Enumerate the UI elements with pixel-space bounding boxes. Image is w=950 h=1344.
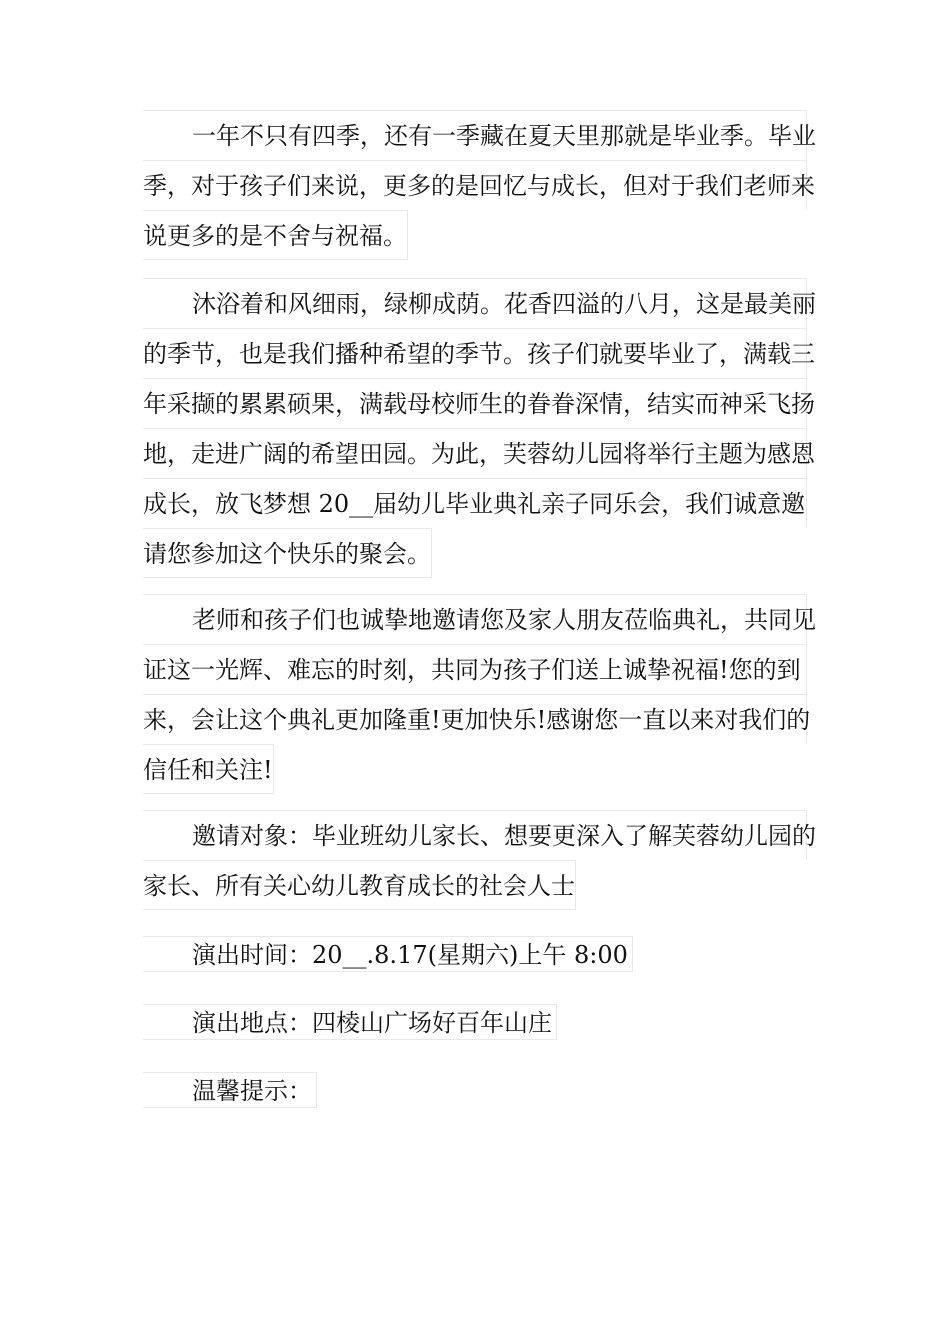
paragraph-invitees: [143, 810, 816, 910]
paragraph-intro: [143, 110, 816, 260]
text-line: 家长、所有关心幼儿教育成长的社会人士: [143, 860, 576, 910]
warm-tips-heading: 温馨提示：: [143, 1072, 317, 1108]
text-line: 请您参加这个快乐的聚会。: [143, 528, 432, 578]
text-line: 地，走进广阔的希望田园。为此，芙蓉幼儿园将举行主题为感恩: [143, 428, 807, 478]
text-line: 一年不只有四季，还有一季藏在夏天里那就是毕业季。毕业: [143, 110, 807, 160]
performance-place: 演出地点：四棱山广场好百年山庄: [143, 1004, 557, 1040]
paragraph-invitation: [143, 594, 816, 794]
text-line: 季，对于孩子们来说，更多的是回忆与成长，但对于我们老师来: [143, 160, 807, 210]
text-line: 的季节，也是我们播种希望的季节。孩子们就要毕业了，满载三: [143, 328, 807, 378]
paragraph-season: [143, 278, 816, 578]
text-line: 信任和关注!: [143, 744, 274, 794]
text-line: 证这一光辉、难忘的时刻，共同为孩子们送上诚挚祝福!您的到: [143, 644, 807, 694]
text-line: 成长，放飞梦想 20__届幼儿毕业典礼亲子同乐会，我们诚意邀: [143, 478, 807, 528]
text-line: 来，会让这个典礼更加隆重!更加快乐!感谢您一直以来对我们的: [143, 694, 807, 744]
text-line: 年采撷的累累硕果，满载母校师生的眷眷深情，结实而神采飞扬: [143, 378, 807, 428]
text-line: 沐浴着和风细雨，绿柳成荫。花香四溢的八月，这是最美丽: [143, 278, 807, 328]
text-line: 老师和孩子们也诚挚地邀请您及家人朋友莅临典礼，共同见: [143, 594, 807, 644]
performance-time: 演出时间：20__.8.17(星期六)上午 8:00: [143, 936, 633, 972]
text-line: 邀请对象：毕业班幼儿家长、想要更深入了解芙蓉幼儿园的: [143, 810, 807, 860]
text-line: 说更多的是不舍与祝福。: [143, 210, 408, 260]
